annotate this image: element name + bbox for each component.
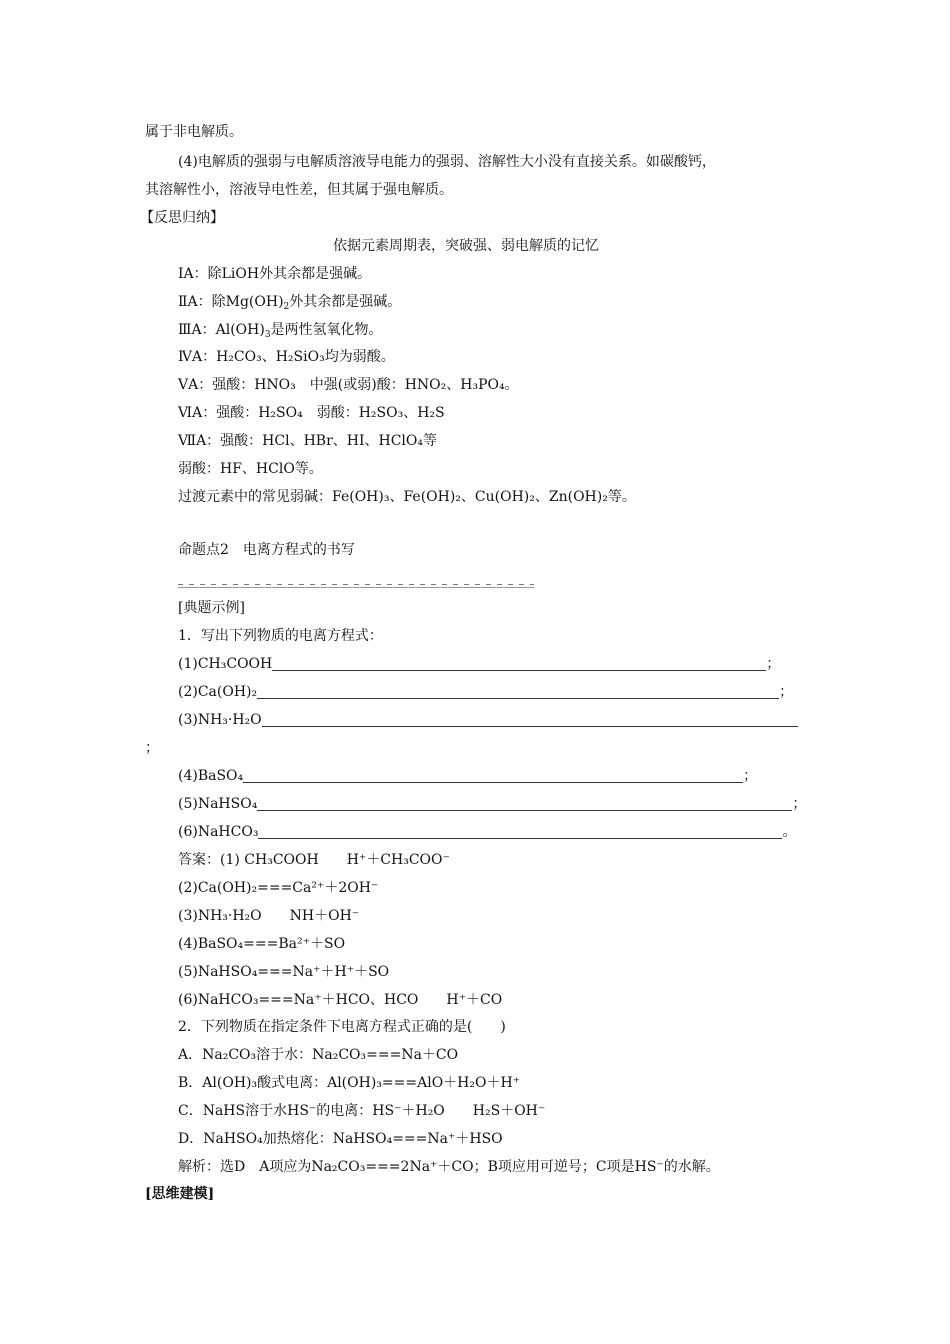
answer-blank[interactable] xyxy=(272,656,766,671)
text-line: ⅣA：H₂CO₃、H₂SiO₃均为弱酸。 xyxy=(178,349,395,365)
item-label: (2)Ca(OH)₂ xyxy=(178,684,258,700)
item-label: (3)NH₃·H₂O xyxy=(178,712,262,728)
item-label: (1)CH₃COOH xyxy=(178,656,273,672)
option-d: D．NaHSO₄加热熔化：NaHSO₄===Na⁺＋HSO xyxy=(178,1131,503,1147)
text-fragment: ⅡA：除Mg(OH) xyxy=(178,294,284,310)
text-line: ⅠA：除LiOH外其余都是强碱。 xyxy=(178,266,372,282)
fill-line xyxy=(178,682,793,702)
answer-blank[interactable] xyxy=(258,824,782,839)
fill-line xyxy=(178,794,806,814)
option-a: A．Na₂CO₃溶于水：Na₂CO₃===Na＋CO xyxy=(178,1047,459,1063)
item-end: ； xyxy=(145,740,159,756)
text-fragment: ⅢA：Al(OH) xyxy=(178,322,265,338)
answer-line: 答案：(1) CH₃COOH H⁺＋CH₃COO⁻ xyxy=(178,852,450,868)
answer-line: (3)NH₃·H₂O NH＋OH⁻ xyxy=(178,908,360,924)
item-end: ； xyxy=(792,796,807,812)
topic-title: 命题点2 电离方程式的书写 xyxy=(178,542,355,558)
text-line: ⅦA：强酸：HCl、HBr、HI、HClO₄等 xyxy=(178,433,437,449)
answer-line: (4)BaSO₄===Ba²⁺＋SO xyxy=(178,936,346,952)
answer-blank[interactable] xyxy=(243,768,743,783)
item-end: ； xyxy=(766,656,781,672)
subscript: 3 xyxy=(264,330,271,340)
option-c: C．NaHS溶于水HS⁻的电离：HS⁻＋H₂O H₂S＋OH⁻ xyxy=(178,1103,546,1119)
answer-blank[interactable] xyxy=(262,712,798,727)
fill-line xyxy=(178,822,796,842)
text-fragment: 是两性氢氧化物。 xyxy=(270,322,383,338)
subscript: 2 xyxy=(283,302,290,312)
item-label: (6)NaHCO₃ xyxy=(178,824,259,840)
answer-blank[interactable] xyxy=(257,796,792,811)
answer-line: (5)NaHSO₄===Na⁺＋H⁺＋SO xyxy=(178,964,390,980)
item-end: ； xyxy=(779,684,794,700)
section-title: 依据元素周期表，突破强、弱电解质的记忆 xyxy=(333,238,599,254)
analysis: 解析：选D A项应为Na₂CO₃===2Na⁺＋CO；B项应用可逆号；C项是HS⁻的水解。 xyxy=(178,1159,720,1175)
answer-line: (6)NaHCO₃===Na⁺＋HCO、HCO H⁺＋CO xyxy=(178,992,503,1008)
text-line: (4)电解质的强弱与电解质溶液导电能力的强弱、溶解性大小没有直接关系。如碳酸钙， xyxy=(178,154,716,170)
answer-blank[interactable] xyxy=(257,684,779,699)
text-line xyxy=(178,292,401,312)
example-heading: [典题示例] xyxy=(178,600,245,616)
item-end: ； xyxy=(743,768,758,784)
question-1: 1．写出下列物质的电离方程式： xyxy=(178,628,383,644)
text-fragment: 外其余都是强碱。 xyxy=(289,294,402,310)
text-line: 属于非电解质。 xyxy=(145,124,243,140)
option-b: B．Al(OH)₃酸式电离：Al(OH)₃===AlO＋H₂O＋H⁺ xyxy=(178,1075,521,1091)
text-line: ⅥA：强酸：H₂SO₄ 弱酸：H₂SO₃、H₂S xyxy=(178,405,445,421)
fill-line xyxy=(178,654,780,674)
item-end: 。 xyxy=(782,824,797,840)
item-label: (5)NaHSO₄ xyxy=(178,796,258,812)
answer-line: (2)Ca(OH)₂===Ca²⁺＋2OH⁻ xyxy=(178,880,379,896)
text-line: 过渡元素中的常见弱碱：Fe(OH)₃、Fe(OH)₂、Cu(OH)₂、Zn(OH)₂等。 xyxy=(178,489,636,505)
question-2: 2．下列物质在指定条件下电离方程式正确的是( ) xyxy=(178,1019,506,1035)
text-line: ⅤA：强酸：HNO₃ 中强(或弱)酸：HNO₂、H₃PO₄。 xyxy=(178,377,519,393)
text-line: 弱酸：HF、HClO等。 xyxy=(178,461,323,477)
fill-line xyxy=(178,766,757,786)
section-heading: 【反思归纳】 xyxy=(140,210,224,226)
fill-line xyxy=(178,710,798,730)
section-heading: [思维建模] xyxy=(145,1186,215,1202)
item-label: (4)BaSO₄ xyxy=(178,768,244,784)
text-line: 其溶解性小，溶液导电性差，但其属于强电解质。 xyxy=(145,182,453,198)
text-line xyxy=(178,320,383,340)
wavy-underline xyxy=(178,583,534,589)
